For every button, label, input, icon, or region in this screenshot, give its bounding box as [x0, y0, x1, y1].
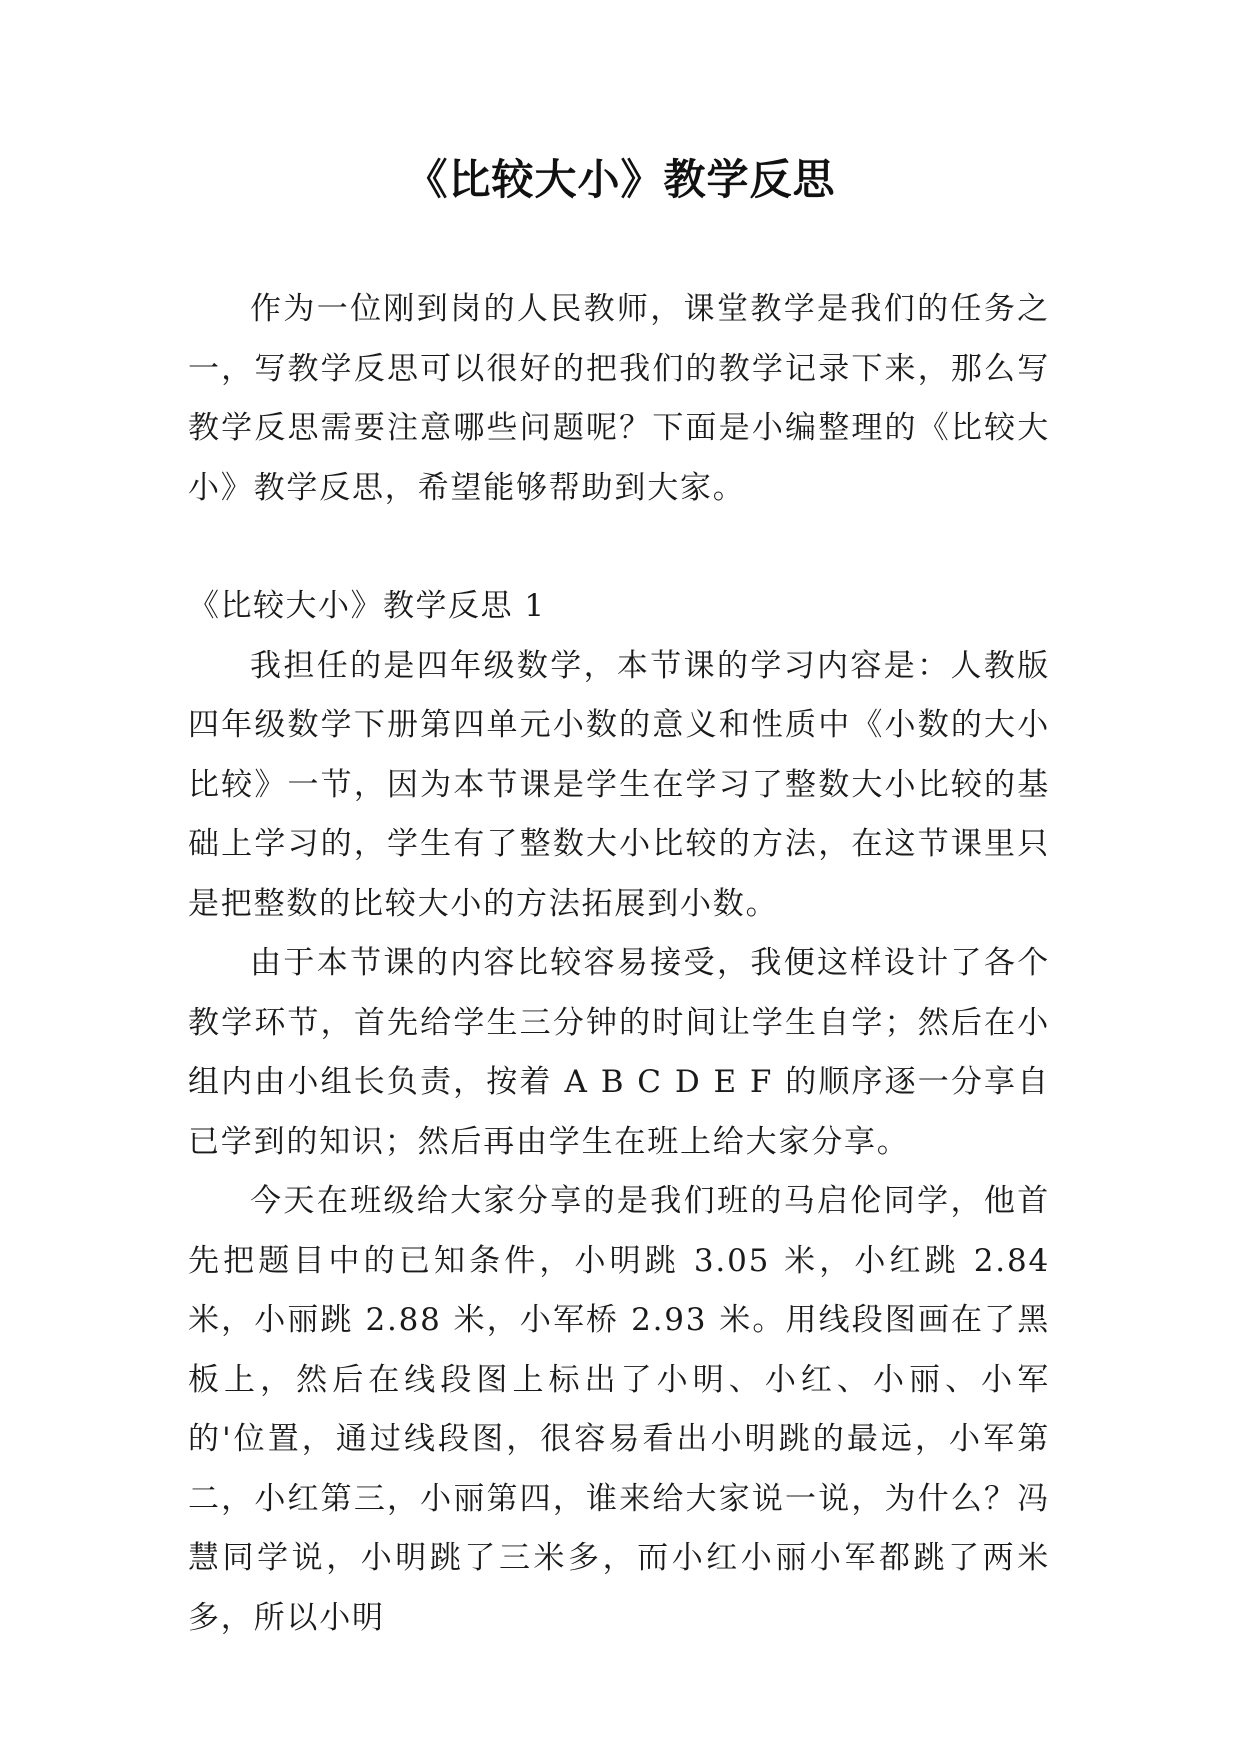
section-heading: 《比较大小》教学反思 1	[188, 588, 546, 624]
body-paragraph-1: 我担任的是四年级数学，本节课的学习内容是：人教版四年级数学下册第四单元小数的意义和性质中《小数的大小比较》一节，因为本节课是学生在学习了整数大小比较的基础上学习的，学生有了整数大小比较的方法，在这节课里只是把整数的比较大小的方法拓展到小数。	[188, 647, 1050, 922]
intro-paragraph: 作为一位刚到岗的人民教师，课堂教学是我们的任务之一，写教学反思可以很好的把我们的教学记录下来，那么写教学反思需要注意哪些问题呢？下面是小编整理的《比较大小》教学反思，希望能够帮助到大家。	[188, 291, 1050, 506]
body-paragraph-3: 今天在班级给大家分享的是我们班的马启伦同学，他首先把题目中的已知条件，小明跳 3.05 米，小红跳 2.84 米，小丽跳 2.88 米，小军桥 2.93 米。用线段图画在了黑板上，然后在线段图上标出了小明、小红、小丽、小军的'位置，通过线段图，很容易看出小明跳的最远，小军第二，小红第三，小丽第四，谁来给大家说一说，为什么？冯慧同学说，小明跳了三米多，而小红小丽小军都跳了两米多，所以小明	[188, 1183, 1050, 1636]
document-title: 《比较大小》教学反思	[405, 155, 836, 204]
body-paragraph-2: 由于本节课的内容比较容易接受，我便这样设计了各个教学环节，首先给学生三分钟的时间让学生自学；然后在小组内由小组长负责，按着 A B C D E F 的顺序逐一分享自已学到的知识；然后再由学生在班上给大家分享。	[188, 945, 1050, 1160]
document-body	[188, 280, 1050, 1648]
